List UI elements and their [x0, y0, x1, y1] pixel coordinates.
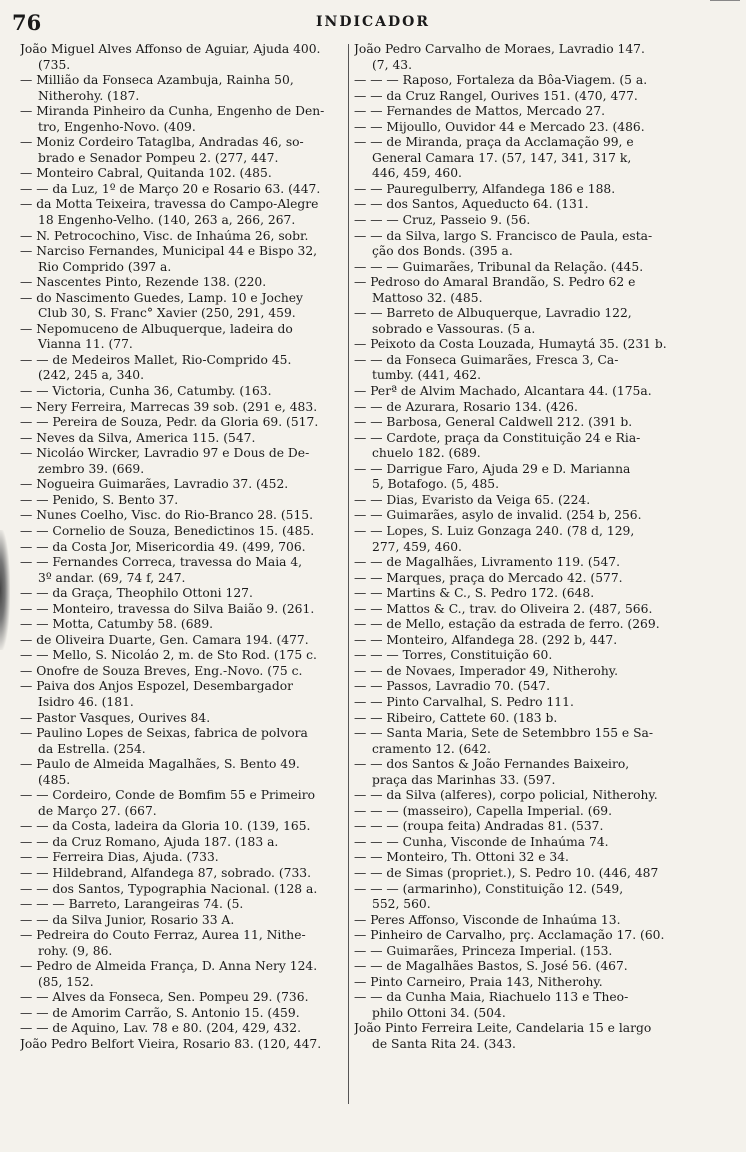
entry-line: — — — (roupa feita) Andradas 81. (537.	[354, 819, 604, 834]
entry-line: — — Santa Maria, Sete de Setembbro 155 e Sa-	[354, 726, 654, 741]
entry-line: — Peres Affonso, Visconde de Inhaúma 13.	[354, 912, 621, 927]
entry-line: — Nogueira Guimarães, Lavradio 37. (452.	[20, 477, 289, 492]
entry-line: — — da Graça, Theophilo Ottoni 127.	[20, 586, 253, 601]
entry-line: praça das Marinhas 33. (597.	[372, 772, 556, 787]
entry-line: João Pedro Belfort Vieira, Rosario 83. (120, 447.	[20, 1037, 322, 1051]
entry-line: zembro 39. (669.	[38, 461, 145, 476]
entry-line: — Nicoláo Wircker, Lavradio 97 e Dous de De-	[20, 446, 310, 461]
entry-line: tumby. (441, 462.	[372, 368, 481, 383]
entry-line: de Março 27. (667.	[38, 803, 157, 818]
entry-line: — Neves da Silva, America 115. (547.	[20, 430, 256, 445]
entry-line: — — dos Santos, Aqueducto 64. (131.	[354, 197, 589, 212]
entry-line: — — de Medeiros Mallet, Rio-Comprido 45.	[20, 352, 292, 367]
entry-line: — — de Amorim Carrão, S. Antonio 15. (459.	[20, 1005, 300, 1020]
entry-line: — — da Silva (alferes), corpo policial, Nitherohy.	[354, 788, 658, 803]
entry-line: Mattoso 32. (485.	[372, 290, 483, 305]
entry-line: — — de Azurara, Rosario 134. (426.	[354, 399, 578, 414]
entry-line: — — Lopes, S. Luiz Gonzaga 240. (78 d, 129,	[354, 523, 635, 538]
entry-line: — Paulino Lopes de Seixas, fabrica de polvora	[20, 726, 308, 741]
entry-line: — — Fernandes de Mattos, Mercado 27.	[354, 104, 606, 119]
entry-line: — — dos Santos, Typographia Nacional. (128 a.	[20, 881, 318, 896]
entry-line: — — de Mello, estação da estrada de ferro. (269.	[354, 617, 660, 632]
entry-line: — N. Petrocochino, Visc. de Inhaúma 26, sobr.	[20, 228, 309, 243]
entry-line: de Santa Rita 24. (343.	[372, 1037, 516, 1051]
entry-line: — — Guimarães, asylo de invalid. (254 b, 256.	[354, 508, 642, 523]
entry-line: — — — Cunha, Visconde de Inhaúma 74.	[354, 834, 609, 849]
entry-line: João Miguel Alves Affonso de Aguiar, Ajuda 400.	[20, 42, 321, 56]
entry-line: 3º andar. (69, 74 f, 247.	[38, 570, 186, 585]
entry-line: — Miranda Pinheiro da Cunha, Engenho de Den-	[20, 104, 325, 119]
entry-line: Rio Comprido (397 a.	[38, 259, 172, 274]
entry-line: — — da Cunha Maia, Riachuelo 113 e Theo-	[354, 990, 629, 1005]
entry-line: Nitherohy. (187.	[38, 88, 140, 103]
entry-line: — Nepomuceno de Albuquerque, ladeira do	[20, 321, 293, 336]
entry-line: — Pedreira do Couto Ferraz, Aurea 11, Nithe-	[20, 928, 306, 943]
entry-line: chuelo 182. (689.	[372, 446, 481, 461]
entry-line: — — de Aquino, Lav. 78 e 80. (204, 429, 432.	[20, 1021, 301, 1036]
entry-line: — — Penido, S. Bento 37.	[20, 492, 179, 507]
entry-line: — da Motta Teixeira, travessa do Campo-Alegre	[20, 197, 319, 212]
entry-line: — — de Miranda, praça da Acclamação 99, e	[354, 135, 634, 150]
entry-line: — — — Barreto, Larangeiras 74. (5.	[20, 897, 244, 912]
entry-line: — Millião da Fonseca Azambuja, Rainha 50,	[20, 73, 294, 88]
entry-line: — Paiva dos Anjos Espozel, Desembargador	[20, 679, 293, 694]
entry-line: — Pedro de Almeida França, D. Anna Nery 124.	[20, 959, 318, 974]
entry-line: (242, 245 a, 340.	[38, 368, 144, 383]
entry-line: — — Pauregulberry, Alfandega 186 e 188.	[354, 181, 616, 196]
column-divider	[348, 44, 349, 1104]
entry-line: — — da Cruz Rangel, Ourives 151. (470, 477.	[354, 88, 638, 103]
entry-line: 277, 459, 460.	[372, 539, 462, 554]
page-header	[12, 10, 734, 36]
entry-line: — — da Costa Jor, Misericordia 49. (499, 706.	[20, 539, 306, 554]
entry-line: (735.	[38, 57, 71, 72]
entry-line: — Nery Ferreira, Marrecas 39 sob. (291 e, 483.	[20, 399, 318, 414]
entry-line: 552, 560.	[372, 897, 431, 912]
entry-line: philo Ottoni 34. (504.	[372, 1005, 506, 1020]
entry-line: — — Pinto Carvalhal, S. Pedro 111.	[354, 694, 574, 709]
entry-line: (7, 43.	[372, 57, 412, 72]
entry-line: — Nascentes Pinto, Rezende 138. (220.	[20, 275, 267, 290]
entry-line: — — — (masseiro), Capella Imperial. (69.	[354, 803, 613, 818]
entry-line: (485.	[38, 772, 71, 787]
entry-line: da Estrella. (254.	[38, 741, 146, 756]
entry-line: 5, Botafogo. (5, 485.	[372, 477, 500, 492]
entry-line: — — de Novaes, Imperador 49, Nitherohy.	[354, 663, 618, 678]
entry-line: — Pastor Vasques, Ourives 84.	[20, 710, 211, 725]
entry-line: — — Marques, praça do Mercado 42. (577.	[354, 570, 623, 585]
entry-line: — — — Cruz, Passeio 9. (56.	[354, 213, 531, 228]
entry-line: — — Barreto de Albuquerque, Lavradio 122,	[354, 306, 632, 321]
entry-line: — Pinheiro de Carvalho, prç. Acclamação 17. (60.	[354, 928, 665, 943]
left-column	[20, 42, 346, 1053]
entry-line: — Peixoto da Costa Louzada, Humaytá 35. (231 b.	[354, 337, 667, 352]
binding-blot	[0, 530, 10, 650]
entry-line: — — Motta, Catumby 58. (689.	[20, 617, 214, 632]
entry-line: ção dos Bonds. (395 a.	[372, 244, 513, 259]
entry-line: — — de Simas (propriet.), S. Pedro 10. (446, 487	[354, 865, 659, 880]
entry-line: — — da Costa, ladeira da Gloria 10. (139, 165.	[20, 819, 311, 834]
entry-line: — — da Luz, 1º de Março 20 e Rosario 63. (447.	[20, 181, 321, 196]
entry-line: — — Mattos & C., trav. do Oliveira 2. (487, 566.	[354, 601, 653, 616]
entry-line: — — Cornelio de Souza, Benedictinos 15. (485.	[20, 523, 315, 538]
entry-line: — — Alves da Fonseca, Sen. Pompeu 29. (736.	[20, 990, 309, 1005]
entry-line: — — Martins & C., S. Pedro 172. (648.	[354, 586, 595, 601]
entry-line: — — Barbosa, General Caldwell 212. (391 b.	[354, 415, 633, 430]
entry-line: — — Victoria, Cunha 36, Catumby. (163.	[20, 384, 272, 399]
entry-line: Vianna 11. (77.	[38, 337, 133, 352]
entry-line: — Pedroso do Amaral Brandão, S. Pedro 62 e	[354, 275, 636, 290]
entry-line: — — Hildebrand, Alfandega 87, sobrado. (733.	[20, 865, 312, 880]
entry-line: — Monteiro Cabral, Quitanda 102. (485.	[20, 166, 272, 181]
entry-line: brado e Senador Pompeu 2. (277, 447.	[38, 150, 279, 165]
entry-line: — — Cordeiro, Conde de Bomfim 55 e Primeiro	[20, 788, 315, 803]
right-column	[354, 42, 736, 1053]
entry-line: — — — Guimarães, Tribunal da Relação. (445.	[354, 259, 644, 274]
entry-line: cramento 12. (642.	[372, 741, 491, 756]
entry-line: João Pedro Carvalho de Moraes, Lavradio 147.	[354, 42, 645, 56]
entry-line: João Pinto Ferreira Leite, Candelaria 15 e largo	[354, 1021, 652, 1036]
entry-line: 446, 459, 460.	[372, 166, 462, 181]
entry-line: — — Darrigue Faro, Ajuda 29 e D. Marianna	[354, 461, 631, 476]
entry-line: — Onofre de Souza Breves, Eng.-Novo. (75 c.	[20, 663, 303, 678]
entry-line: — — Ribeiro, Cattete 60. (183 b.	[354, 710, 558, 725]
entry-line: — — Cardote, praça da Constituição 24 e Ria-	[354, 430, 641, 445]
entry-line: tro, Engenho-Novo. (409.	[38, 119, 196, 134]
entry-line: — Perª de Alvim Machado, Alcantara 44. (175a.	[354, 384, 652, 399]
entry-line: — Moniz Cordeiro Tataglba, Andradas 46, so-	[20, 135, 304, 150]
running-title: INDICADOR	[315, 14, 430, 30]
entry-line: General Camara 17. (57, 147, 341, 317 k,	[372, 150, 632, 165]
entry-line: — — da Silva, largo S. Francisco de Paula, esta-	[354, 228, 653, 243]
entry-line: — de Oliveira Duarte, Gen. Camara 194. (477.	[20, 632, 309, 647]
entry-line: — Nunes Coelho, Visc. do Rio-Branco 28. (515.	[20, 508, 314, 523]
entry-line: (85, 152.	[38, 974, 94, 989]
entry-line: — — dos Santos & João Fernandes Baixeiro,	[354, 757, 630, 772]
entry-line: — — de Magalhães, Livramento 119. (547.	[354, 555, 621, 570]
entry-line: — — de Magalhães Bastos, S. José 56. (467.	[354, 959, 628, 974]
entry-line: — — Passos, Lavradio 70. (547.	[354, 679, 551, 694]
entry-line: — — Monteiro, Alfandega 28. (292 b, 447.	[354, 632, 618, 647]
entry-line: — — Mijoullo, Ouvidor 44 e Mercado 23. (486.	[354, 119, 645, 134]
entry-line: — — Monteiro, Th. Ottoni 32 e 34.	[354, 850, 569, 865]
entry-line: Isidro 46. (181.	[38, 694, 134, 709]
entry-line: — — Dias, Evaristo da Veiga 65. (224.	[354, 492, 591, 507]
page-number: 76	[12, 10, 42, 35]
entry-line: — — Monteiro, travessa do Silva Baião 9. (261.	[20, 601, 315, 616]
entry-line: — — — Torres, Constituição 60.	[354, 648, 553, 663]
entry-line: — Pinto Carneiro, Praia 143, Nitherohy.	[354, 974, 603, 989]
entry-line: — — da Silva Junior, Rosario 33 A.	[20, 912, 235, 927]
entry-line: — — Guimarães, Princeza Imperial. (153.	[354, 943, 613, 958]
entry-line: — — Ferreira Dias, Ajuda. (733.	[20, 850, 219, 865]
entry-line: 18 Engenho-Velho. (140, 263 a, 266, 267.	[38, 213, 296, 228]
entry-line: — — Fernandes Correca, travessa do Maia 4,	[20, 555, 303, 570]
entry-line: — — — Raposo, Fortaleza da Bôa-Viagem. (5 a.	[354, 73, 648, 88]
entry-line: — do Nascimento Guedes, Lamp. 10 e Jochey	[20, 290, 303, 305]
entry-line: rohy. (9, 86.	[38, 943, 113, 958]
entry-line: — — da Fonseca Guimarães, Fresca 3, Ca-	[354, 352, 619, 367]
entry-line: — — — (armarinho), Constituição 12. (549,	[354, 881, 624, 896]
entry-line: — — Mello, S. Nicoláo 2, m. de Sto Rod. (175 c.	[20, 648, 317, 663]
entry-line: — — Pereira de Souza, Pedr. da Gloria 69. (517.	[20, 415, 319, 430]
entry-line: — Paulo de Almeida Magalhães, S. Bento 49.	[20, 757, 300, 772]
entry-line: Club 30, S. Franc° Xavier (250, 291, 459.	[38, 306, 296, 321]
paper-edge-mark	[710, 0, 740, 11]
entry-line: sobrado e Vassouras. (5 a.	[372, 321, 536, 336]
entry-line: — Narciso Fernandes, Municipal 44 e Bispo 32,	[20, 244, 318, 259]
entry-line: — — da Cruz Romano, Ajuda 187. (183 a.	[20, 834, 279, 849]
